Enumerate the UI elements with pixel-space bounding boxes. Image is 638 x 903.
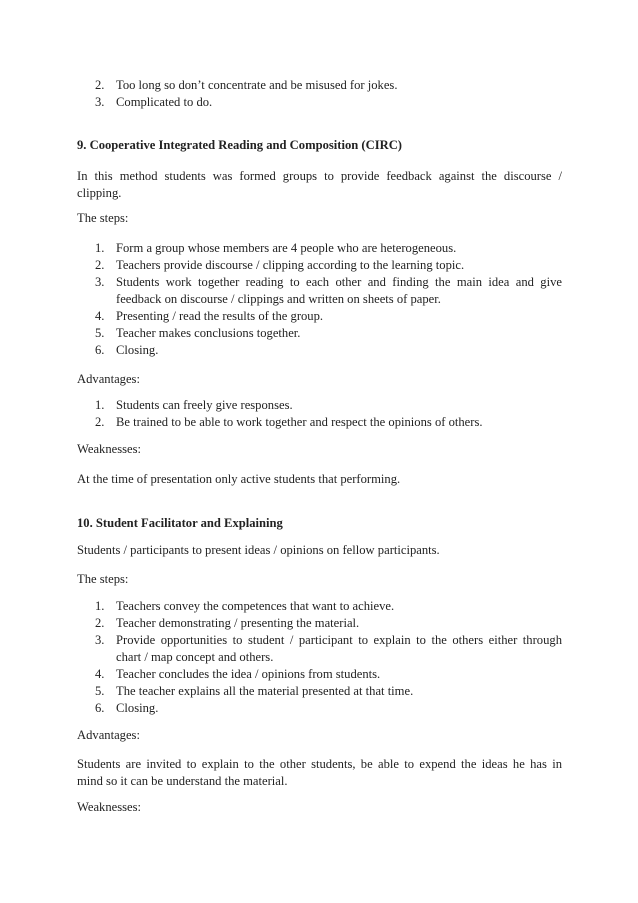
list-text: Closing. [116,343,159,357]
list-item [77,397,562,414]
list-item [77,94,562,111]
list-item [77,414,562,431]
list-item [77,274,562,308]
intro-line: clipping. [77,186,122,200]
list-number: 5. [95,684,105,698]
list-text: Provide opportunities to student / participant to explain to the others either through [116,633,562,647]
section-9-steps-list [77,240,562,359]
list-number: 6. [95,701,105,715]
list-item [77,325,562,342]
list-item [77,598,562,615]
list-text: The teacher explains all the material presented at that time. [116,684,414,698]
list-text: Teacher demonstrating / presenting the material. [116,616,360,630]
list-item [77,666,562,683]
section-10-weaknesses-label: Weaknesses: [77,800,142,814]
list-item [77,632,562,666]
list-text: chart / map concept and others. [116,650,274,664]
previous-weaknesses-list [77,77,562,111]
list-text: feedback on discourse / clippings and written on sheets of paper. [116,292,441,306]
list-text: Be trained to be able to work together and respect the opinions of others. [116,415,483,429]
list-text: Students work together reading to each other and finding the main idea and give [116,275,562,289]
list-item [77,240,562,257]
section-9-advantages-label: Advantages: [77,372,140,386]
list-text: Teacher makes conclusions together. [116,326,301,340]
list-number: 4. [95,667,105,681]
section-10-steps-label: The steps: [77,572,129,586]
list-item [77,615,562,632]
list-number: 1. [95,599,105,613]
list-number: 2. [95,258,105,272]
list-item [77,308,562,325]
section-10-advantages-label: Advantages: [77,728,140,742]
list-item [77,257,562,274]
section-10-advantages-text [77,756,562,790]
list-number: 2. [95,78,105,92]
list-number: 1. [95,398,105,412]
list-item [77,342,562,359]
section-9-intro [77,168,562,202]
list-number: 1. [95,241,105,255]
list-number: 2. [95,415,105,429]
section-10-intro: Students / participants to present ideas / opinions on fellow participants. [77,543,440,557]
list-item [77,683,562,700]
list-text: Students can freely give responses. [116,398,293,412]
list-number: 6. [95,343,105,357]
list-text: Complicated to do. [116,95,213,109]
list-number: 3. [95,275,105,289]
section-10-steps-list [77,598,562,717]
list-item [77,700,562,717]
list-text: Teachers convey the competences that want to achieve. [116,599,395,613]
section-10-heading: 10. Student Facilitator and Explaining [77,516,283,530]
section-9-steps-label: The steps: [77,211,129,225]
list-item [77,77,562,94]
list-text: Closing. [116,701,159,715]
list-text: Teacher concludes the idea / opinions from students. [116,667,381,681]
section-9-weaknesses-label: Weaknesses: [77,442,142,456]
list-number: 4. [95,309,105,323]
section-9-weaknesses-text: At the time of presentation only active students that performing. [77,472,401,486]
list-number: 3. [95,95,105,109]
advantages-line: mind so it can be understand the material. [77,774,288,788]
list-text: Too long so don’t concentrate and be misused for jokes. [116,78,398,92]
section-9-heading: 9. Cooperative Integrated Reading and Composition (CIRC) [77,138,402,152]
list-text: Presenting / read the results of the group. [116,309,324,323]
list-text: Teachers provide discourse / clipping according to the learning topic. [116,258,465,272]
advantages-line: Students are invited to explain to the other students, be able to expend the ideas he has in [77,757,562,771]
intro-line: In this method students was formed groups to provide feedback against the discourse / [77,169,562,183]
list-text: Form a group whose members are 4 people who are heterogeneous. [116,241,457,255]
list-number: 3. [95,633,105,647]
list-number: 5. [95,326,105,340]
section-9-advantages-list [77,397,562,431]
list-number: 2. [95,616,105,630]
